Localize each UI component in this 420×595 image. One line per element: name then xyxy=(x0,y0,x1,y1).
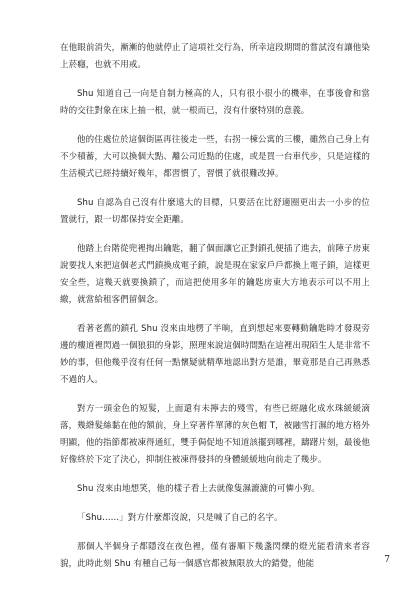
paragraph: 在他眼前消失，漸漸的他就停止了這項社交行為，所幸這段期間的嘗試沒有讓他染上菸癮，也就不用戒。 xyxy=(60,43,370,70)
paragraph: 那個人半個身子都隱沒在夜色裡，僅有審順下幾盞閃爍的燈光能看清來者容貌，此時此刻 Shu 有種自己每一個感官都被無限放大的錯覺，他能 xyxy=(60,542,370,569)
paragraph: 對方一頭金色的短髮，上面還有未擰去的殘雪，有些已經融化成水珠緩緩滴落，幾綹髮絲黏在他的額前，身上穿著件單薄的灰色帽 T，被融雪打濕的地方格外明顯，他的指節都被凍得通紅，雙手侷促地不知道該擺到哪裡，躊躇片刻，最後他好像終於下定了決心，抑制住被凍得發抖的身體緩緩地向前走了幾步。 xyxy=(60,404,370,465)
page-number: 7 xyxy=(384,555,390,565)
paragraph: Shu 沒來由地想笑，他的樣子看上去就像隻濕漉漉的可憐小狗。 xyxy=(77,484,320,494)
paragraph: 他踏上台階從兜裡掏出鑰匙，翻了個面讓它正對鎖孔便插了進去，前陣子房東說要找人來把這個老式門鎖換成電子鎖，說是現在家家戶戶都換上電子鎖，這樣更安全些，這幾天就要換鎖了，而這把使用多年的鑰匙房東大方地表示可以不用上繳，就當給租客們留個念。 xyxy=(60,244,370,305)
paragraph: 「Shu……」對方什麼都沒說，只是喊了自己的名字。 xyxy=(77,513,283,523)
paragraph: Shu 自認為自己沒有什麼遠大的目標，只要活在比舒適圈更出去一小步的位置就行，跟一切都保持安全距離。 xyxy=(60,198,370,225)
paragraph: 他的住處位於這個街區再往後走一些，右拐一棟公寓的三樓，雖然自己身上有不少積蓄，大可以換個大點、離公司近點的住處，或是買一台車代步，只是這樣的生活模式已經持續好幾年，都習慣了，習慣了就很難改掉。 xyxy=(60,135,370,179)
paragraph: 看著老舊的鎖孔 Shu 沒來由地楞了半晌，直到想起來要轉動鑰匙時才發現旁邊的樓道裡閃過一個狼狽的身影，照理來說這個時間點在這裡出現陌生人是非常不妙的事，但他幾乎沒有任何一點懷疑就精準地認出對方是誰，畢竟那是自己再熟悉不過的人。 xyxy=(60,324,370,385)
page-body xyxy=(60,40,370,585)
paragraph: Shu 知道自己一向是自制力極高的人，只有很小很小的機率，在事後會和當時的交往對象在床上抽一根，就一根而已，沒有什麼特別的意義。 xyxy=(60,89,370,116)
